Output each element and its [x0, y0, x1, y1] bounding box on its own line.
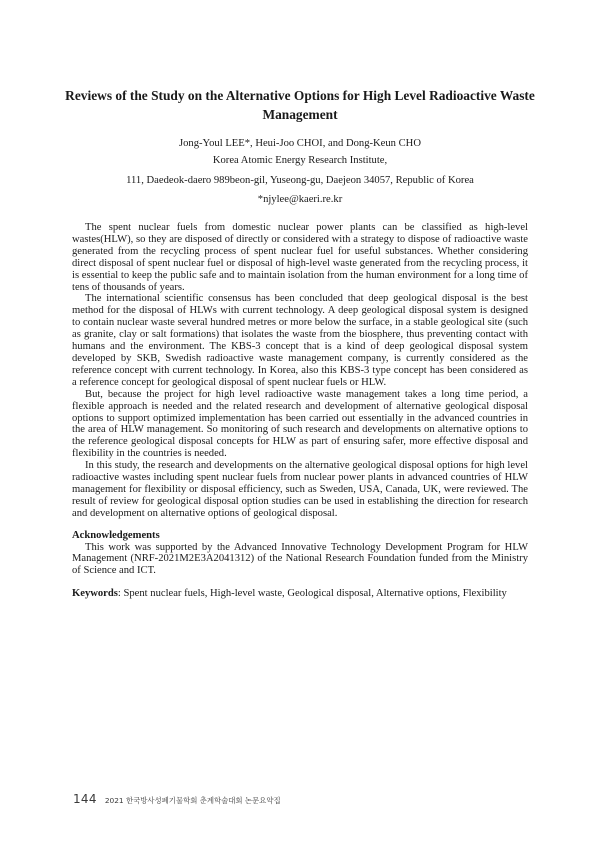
proceedings-title: 2021 한국방사성폐기물학회 춘계학술대회 논문요약집: [104, 796, 281, 805]
acknowledgements-text: This work was supported by the Advanced Innovative Technology Development Program for HLW Management (NRF-2021M2E3A2041312) of the National Research Foundation funded from the Ministry of Science and ICT.: [72, 541, 528, 577]
page-number: 144: [73, 792, 97, 806]
keywords-line: [72, 588, 528, 600]
abstract-paragraph: In this study, the research and developments on the alternative geological disposal options for high level radioactive wastes including spent nuclear fuels from nuclear power plants in advanced countries of HLW management for flexibility or disposal efficiency, such as Sweden, USA, Canada, UK, were reviewed. The result of review for geological disposal option studies can be used in establishing the direction for research and development on alternative options of geological disposal.: [72, 460, 528, 519]
page-footer: [73, 792, 533, 806]
corresponding-email: *njylee@kaeri.re.kr: [257, 194, 343, 205]
paper-title: Reviews of the Study on the Alternative Options for High Level Radioactive Waste Management: [65, 88, 535, 122]
abstract-paragraph: The spent nuclear fuels from domestic nuclear power plants can be classified as high-level wastes(HLW), so they are disposed of directly or considered with a strategy to dispose of radioactive waste generated from the recycling process of spent nuclear fuel for useful substances. Whether considering direct disposal of spent nuclear fuel or disposal of high-level waste generated from the recycling process, it is essential to keep the public safe and to maintain isolation from the human environment for a long time of tens of thousands of years.: [72, 222, 528, 293]
abstract-paragraph: But, because the project for high level radioactive waste management takes a long time period, a flexible approach is needed and the related research and development of alternative geological disposal options to support optimized implementation has been carried out essentially in the advanced countries in the area of HLW management. So monitoring of such research and developments on alternative options to the reference geological disposal concepts for HLW as part of ensuring safer, more effective disposal and flexibility in the countries is needed.: [72, 388, 528, 460]
abstract-paragraph: The international scientific consensus has been concluded that deep geological disposal is the best method for the disposal of HLWs with current technology. A deep geological disposal system is designed to contain nuclear waste several hundred metres or more below the surface, in a stable geological site (such as granite, clay or salt formations) that isolates the waste from the biosphere, thus preventing contact with humans and the environment. The KBS-3 concept that is a kind of deep geological disposal system developed by SKB, Swedish radioactive waste management company, is currently considered as the reference concept with current technology. In Korea, also this KBS-3 type concept has been considered as a reference concept for geological disposal of spent nuclear fuels or HLW.: [72, 293, 528, 388]
affiliation: Korea Atomic Energy Research Institute,: [212, 155, 388, 166]
abstract-body: [72, 222, 528, 600]
acknowledgements-heading: Acknowledgements: [72, 529, 160, 541]
affiliation-address: 111, Daedeok-daero 989beon-gil, Yuseong-gu, Daejeon 34057, Republic of Korea: [126, 175, 474, 186]
keywords-label: Keywords: [72, 588, 118, 600]
author-list: Jong-Youl LEE*, Heui-Joo CHOI, and Dong-Keun CHO: [179, 138, 421, 149]
keywords-text: : Spent nuclear fuels, High-level waste, Geological disposal, Alternative options, Flexibility: [117, 588, 507, 600]
